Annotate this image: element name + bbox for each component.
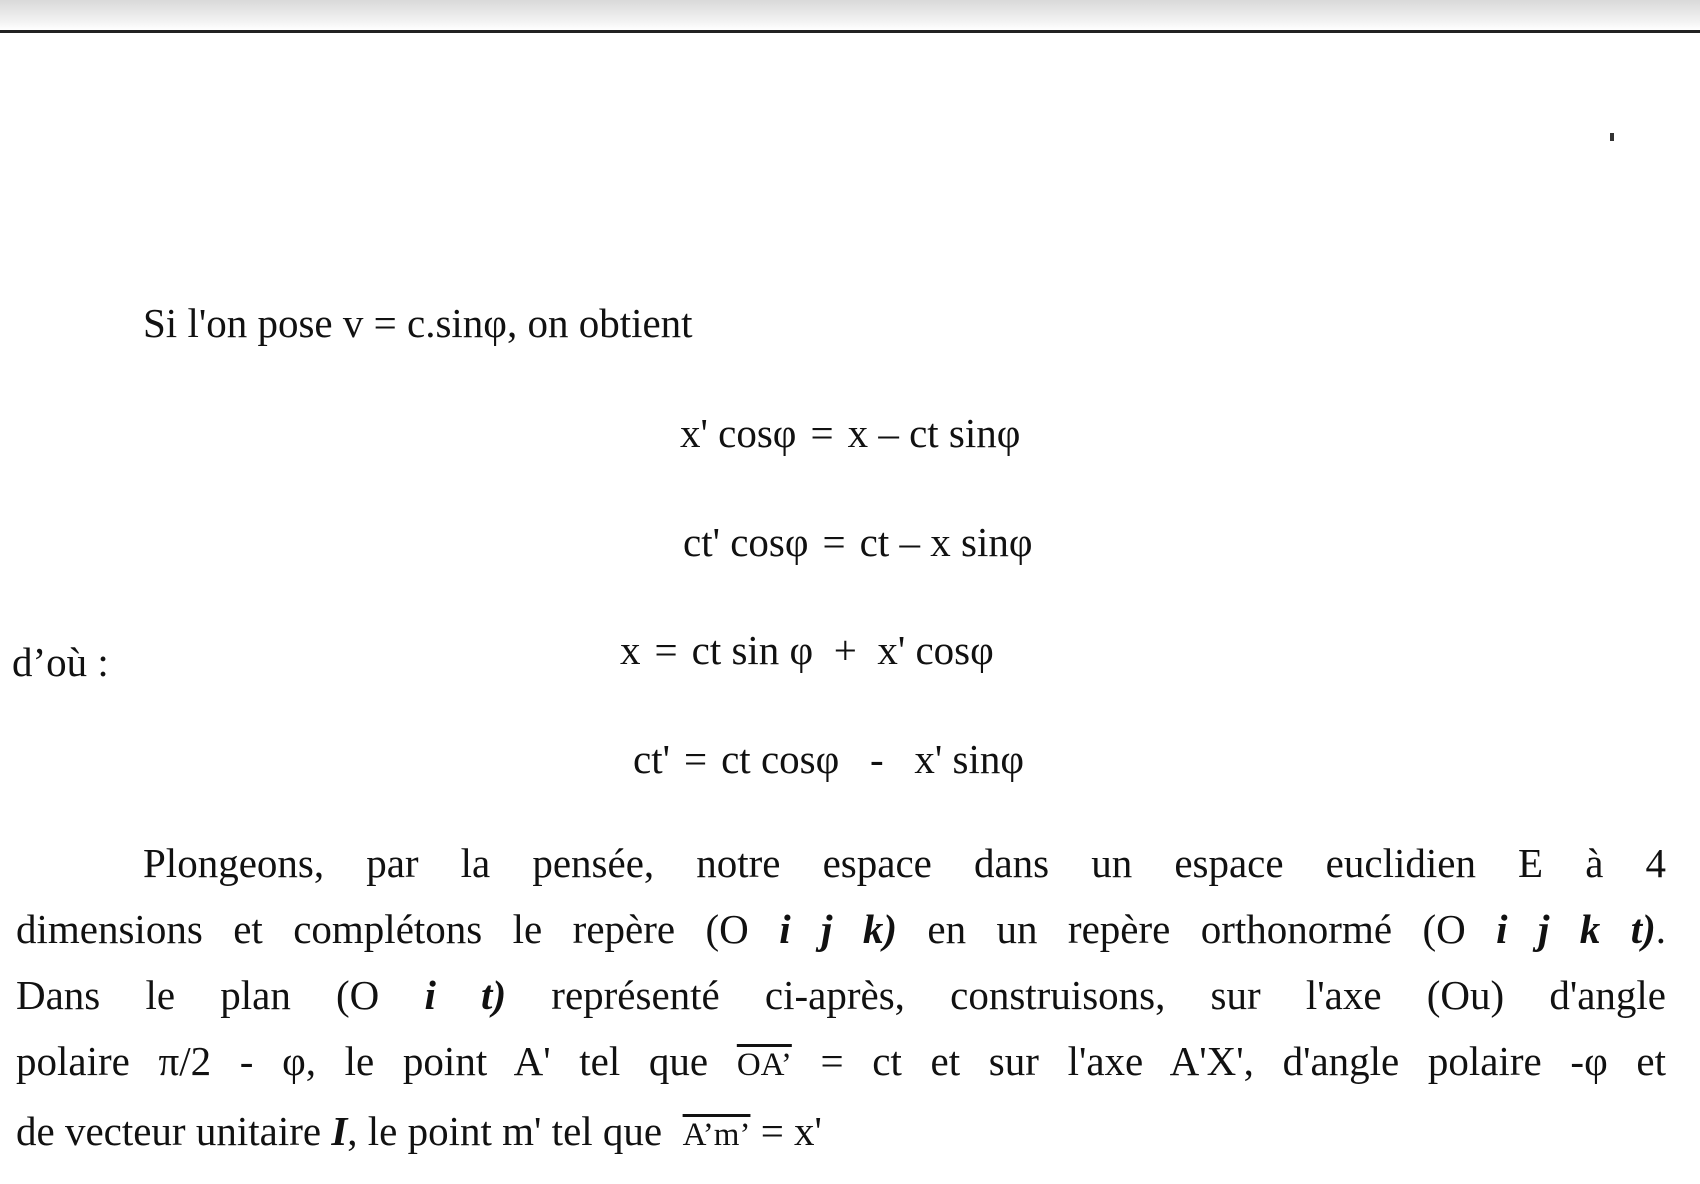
page-top-rule (0, 30, 1700, 33)
text-span: Dans le plan (O (16, 972, 425, 1018)
paragraph-line-1: Plongeons, par la pensée, notre espace dans un espace euclidien E à 4 (143, 840, 1666, 886)
unit-vector-I: I (331, 1108, 348, 1154)
equation-2 (683, 517, 1033, 567)
intro-sentence: Si l'on pose v = c.sinφ, on obtient (143, 300, 693, 346)
equation-3-rhs: ct sin φ + x' cosφ (691, 627, 994, 673)
basis-it: i t) (424, 972, 507, 1018)
text-span: , le point m' tel que (347, 1108, 683, 1154)
paragraph-line-4 (16, 1028, 1666, 1098)
equation-1 (680, 408, 1020, 458)
text-span: . (1655, 906, 1666, 952)
text-span: = ct et sur l'axe A'X', d'angle polaire -φ et (791, 1038, 1666, 1084)
text-span: représenté ci-après, construisons, sur l'axe (Ou) d'angle (506, 972, 1667, 1018)
vector-OA: OA’ (736, 1047, 792, 1083)
text-span: en un repère orthonormé (O (896, 906, 1497, 952)
equation-4-op: = (683, 736, 708, 782)
equation-3-op: = (654, 627, 678, 673)
equation-3-lhs: x (620, 627, 641, 673)
equation-2-op: = (822, 519, 846, 565)
equation-4-lhs: ct' (633, 736, 670, 782)
paragraph-line-3 (16, 962, 1666, 1028)
paragraph-line-5 (16, 1098, 1666, 1168)
equation-4-rhs: ct cosφ - x' sinφ (721, 736, 1025, 782)
vector-Am: A’m’ (682, 1117, 751, 1153)
dou-label: d’où : (12, 639, 109, 685)
text-span: polaire π/2 - φ, le point A' tel que (16, 1038, 737, 1084)
equation-3 (620, 625, 994, 675)
equation-4 (633, 734, 1024, 784)
text-span: dimensions et complétons le repère (O (16, 906, 780, 952)
equation-1-op: = (810, 410, 834, 456)
text-span: = x' (750, 1108, 822, 1154)
body-paragraph (16, 830, 1666, 1168)
paragraph-line-2 (16, 896, 1666, 962)
text-span: de vecteur unitaire (16, 1108, 332, 1154)
basis-ijkt: i j k t) (1496, 906, 1656, 952)
equation-1-rhs: x – ct sinφ (847, 410, 1021, 456)
scan-edge-shadow (0, 0, 1700, 30)
equation-2-rhs: ct – x sinφ (859, 519, 1033, 565)
basis-ijk: i j k) (779, 906, 897, 952)
equation-1-lhs: x' cosφ (680, 410, 797, 456)
equation-2-lhs: ct' cosφ (683, 519, 809, 565)
scan-speck (1610, 133, 1614, 141)
